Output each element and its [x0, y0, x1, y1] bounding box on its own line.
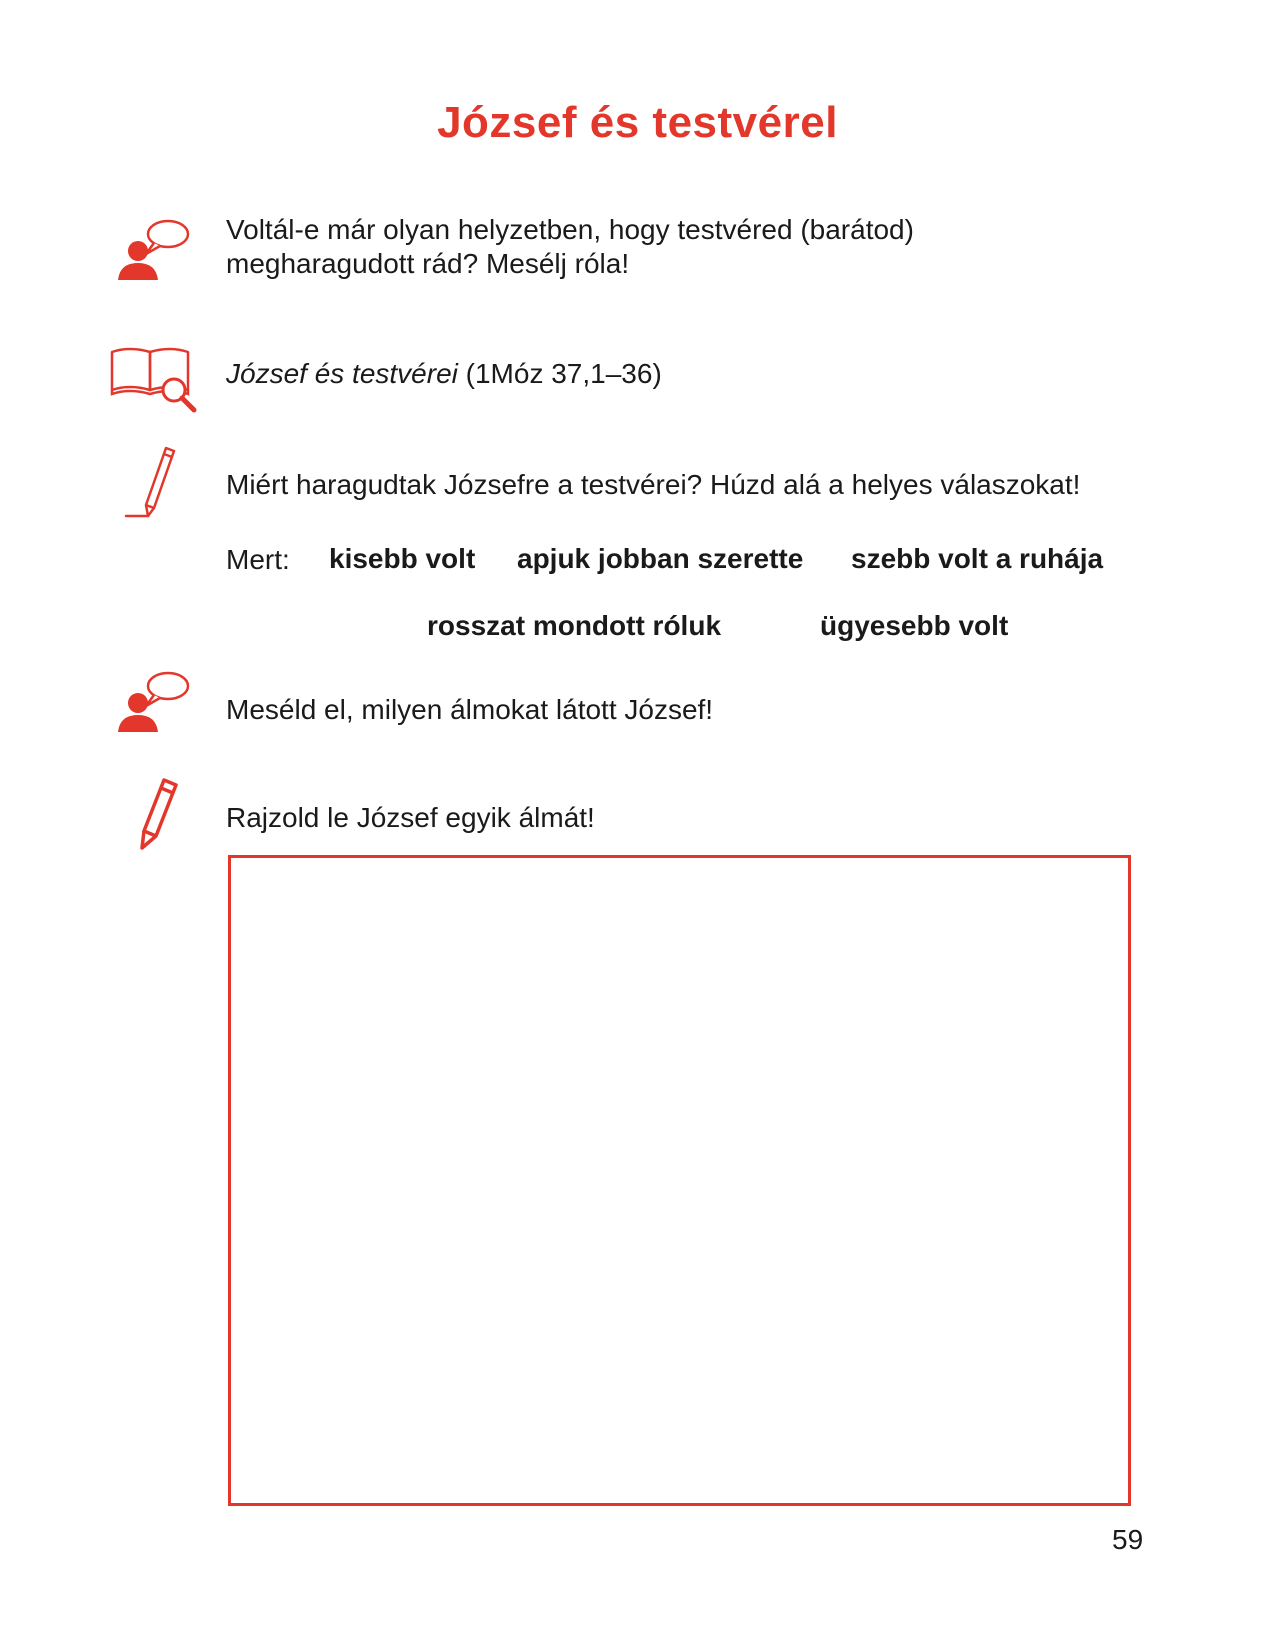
page-title: József és testvérel [437, 98, 838, 147]
pencil-icon [128, 776, 188, 852]
speech-person-icon [116, 216, 192, 282]
question-3-text: Meséld el, milyen álmokat látott József! [226, 694, 714, 725]
question-2-text: Miért haragudtak Józsefre a testvérei? Húzd alá a helyes válaszokat! [226, 469, 1081, 500]
reading-title: József és testvérei [226, 358, 458, 389]
answer-option-4[interactable]: rosszat mondott róluk [427, 610, 722, 641]
reading-reference [226, 357, 662, 391]
question-1-line-1: Voltál-e már olyan helyzetben, hogy testvéred (barátod) [226, 214, 914, 245]
page-number: 59 [1112, 1524, 1144, 1555]
answer-prefix: Mert: [226, 544, 290, 575]
book-magnifier-icon [108, 342, 200, 414]
answer-option-1[interactable]: kisebb volt [329, 543, 476, 574]
reading-citation: (1Móz 37,1–36) [457, 358, 662, 389]
question-1-line-2: megharagudott rád? Mesélj róla! [226, 248, 630, 279]
answer-option-5[interactable]: ügyesebb volt [820, 610, 1009, 641]
speech-person-icon [116, 668, 192, 734]
drawing-area[interactable] [228, 855, 1131, 1506]
answer-option-3[interactable]: szebb volt a ruhája [851, 543, 1104, 574]
question-4-text: Rajzold le József egyik álmát! [226, 802, 595, 833]
pencil-icon [122, 444, 182, 520]
answer-option-2[interactable]: apjuk jobban szerette [517, 543, 804, 574]
